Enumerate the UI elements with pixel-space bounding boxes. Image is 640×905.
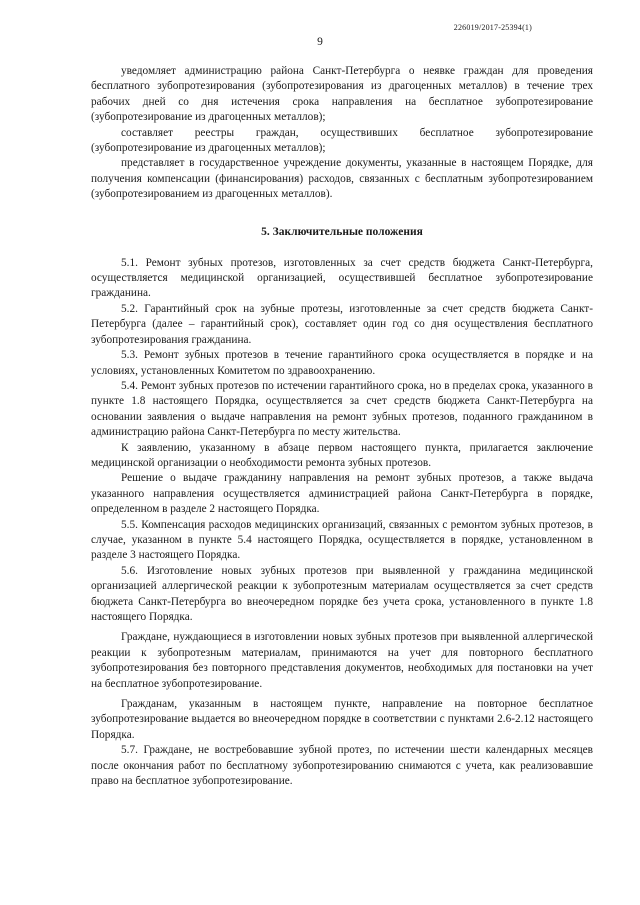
paragraph-registers: составляет реестры граждан, осуществивших бесплатное зубопротезирование (зубопротезирование из драгоценных металлов); [91, 126, 593, 155]
paragraph-notify: уведомляет администрацию района Санкт-Петербурга о неявке граждан для проведения бесплатного зубопротезирования (зубопротезирования из драгоценных металлов) в течение трех рабочих дней со дня истечения срока направления на бесплатное зубопротезирование (зубопротезирование из драгоценных металлов); [91, 65, 593, 124]
paragraph-5-1: 5.1. Ремонт зубных протезов, изготовленных за счет средств бюджета Санкт-Петербурга, осуществляется медицинской организацией, осуществившей бесплатное зубопротезирование гражданина. [91, 256, 593, 300]
paragraph-5-7: 5.7. Граждане, не востребовавшие зубной протез, по истечении шести календарных месяцев после окончания работ по бесплатному зубопротезированию снимаются с учета, как реализовавшие право на бесплатное зубопротезирование. [91, 744, 593, 788]
paragraph-5-4: 5.4. Ремонт зубных протезов по истечении гарантийного срока, но в пределах срока, указанного в пункте 1.8 настоящего Порядка, осуществляется за счет средств бюджета Санкт-Петербурга на основании заявления о выдаче направления на ремонт зубных протезов, поданного гражданином в администрацию района Санкт-Петербурга по месту жительства. [91, 379, 593, 439]
paragraph-5-2: 5.2. Гарантийный срок на зубные протезы, изготовленные за счет средств бюджета Санкт-Петербурга (далее – гарантийный срок), составляет один год со дня осуществления бесплатного зубопротезирования гражданина. [91, 302, 593, 346]
paragraph-5-4-attachment: К заявлению, указанному в абзаце первом настоящего пункта, прилагается заключение медицинской организации о необходимости ремонта зубных протезов. [91, 441, 593, 469]
paragraph-5-5: 5.5. Компенсация расходов медицинских организаций, связанных с ремонтом зубных протезов, в случае, указанном в пункте 5.4 настоящего Порядка, осуществляется в порядке, установленном в разделе 3 настоящего Порядка. [91, 518, 593, 562]
paragraph-5-4-decision: Решение о выдаче гражданину направления на ремонт зубных протезов, а также выдача указанного направления осуществляется администрацией района Санкт-Петербурга в порядке, определенном в разделе 2 настоящего Порядка. [91, 472, 593, 516]
section-title: 5. Заключительные положения [261, 225, 423, 238]
paragraph-submit-documents: представляет в государственное учреждение документы, указанные в настоящем Порядке, для получения компенсации (финансирования) расходов, связанных с бесплатным зубопротезированием (зубопротезированием из драгоценных металлов). [91, 157, 593, 201]
paragraph-5-6: 5.6. Изготовление новых зубных протезов при выявленной у гражданина медицинской организацией аллергической реакции к зубопротезным материалам осуществляется за счет средств бюджета Санкт-Петербурга во внеочередном порядке без учета срока, установленного в пункте 1.8 настоящего Порядка. [91, 564, 593, 623]
document-body [91, 64, 593, 789]
page-number: 9 [317, 36, 323, 48]
paragraph-5-6-referral: Гражданам, указанным в настоящем пункте, направление на повторное бесплатное зубопротезирование выдается во внеочередном порядке в соответствии с пунктами 2.6-2.12 настоящего Порядка. [91, 698, 593, 741]
paragraph-5-3: 5.3. Ремонт зубных протезов в течение гарантийного срока осуществляется в порядке и на условиях, установленных Комитетом по здравоохранению. [91, 349, 593, 377]
paragraph-5-6-registration: Граждане, нуждающиеся в изготовлении новых зубных протезов при выявленной аллергической реакции к зубопротезным материалам, принимаются на учет для повторного бесплатного зубопротезирования без повторного представления документов, необходимых для постановки на учет на бесплатное зубопротезирование. [91, 631, 593, 690]
document-id: 226019/2017-25394(1) [453, 23, 532, 32]
